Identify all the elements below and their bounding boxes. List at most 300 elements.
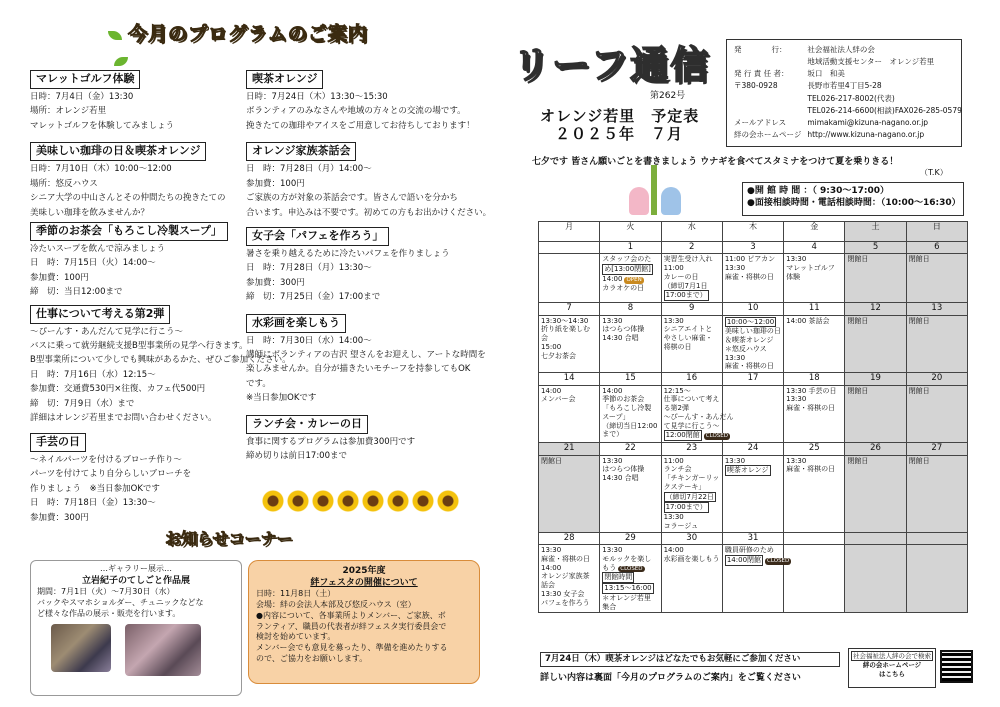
event-line: [541, 599, 597, 608]
calendar-table: [538, 221, 968, 613]
tanabata-illustration: [627, 165, 687, 217]
event-text: 会: [541, 334, 548, 343]
consultation-hours: ●面接相談時間・電話相談時間：（10:00～16:30）: [747, 198, 961, 209]
event-line: [541, 457, 597, 466]
event-line: [602, 275, 658, 284]
calendar-day-cell[interactable]: [906, 385, 967, 443]
event-text: 17:00まで）: [665, 291, 707, 300]
date-number: 3: [722, 242, 783, 254]
event-line: [541, 395, 597, 404]
calendar-day-cell[interactable]: [722, 545, 790, 613]
program-title: オレンジ家族茶話会: [246, 142, 356, 161]
program-line: バスに乗って就労継続支援B型事業所の見学へ行きます。: [30, 341, 248, 351]
program-line: 楽しみませんか。自分が描きたいモチーフを持参してもOK: [246, 364, 471, 375]
date-number: 10: [722, 303, 783, 315]
event-text: 12:15～: [663, 386, 691, 395]
event-text: 閉館日: [847, 255, 869, 264]
calendar-day-cell[interactable]: [722, 455, 783, 532]
program-line: 日 時：7月18日（金）13:30～: [30, 498, 156, 509]
event-line: [664, 492, 720, 503]
gallery-photos: [37, 624, 235, 676]
program-line: B型事業所について少しでも興味があるかた、ぜひご参加ください。: [30, 355, 291, 366]
event-text: 麻雀・将棋の日: [724, 362, 774, 371]
festa-year: 2025年度: [342, 566, 386, 576]
calendar-day-cell[interactable]: [539, 315, 600, 373]
date-number: 15: [600, 373, 661, 385]
program-line: 締 切：7月9日（水）まで: [30, 398, 135, 409]
program-line: 日時：7月10日（木）10:00～12:00: [30, 164, 172, 175]
calendar-day-cell[interactable]: [845, 315, 906, 373]
program-line: 日 時：7月30日（水）14:00～: [246, 335, 372, 346]
qr-caption-1: 社会福祉法人絆の会で検索: [853, 652, 931, 660]
event-text: 13:30: [663, 316, 684, 325]
event-line: [541, 546, 597, 555]
closed-badge: CLOSED: [767, 557, 790, 564]
event-line: [602, 594, 658, 603]
program-title: 水彩画を楽しもう: [246, 314, 346, 333]
program-title: 季節のお茶会「もろこし冷製スープ」: [30, 222, 228, 241]
event-line: [725, 555, 790, 566]
event-text: メンバー会: [541, 395, 576, 404]
program-line: ～ネイルパーツを付けるブローチ作り～: [30, 454, 182, 465]
calendar-day-cell[interactable]: [784, 545, 845, 613]
program-title: 仕事について考える第2弾: [30, 305, 170, 324]
event-text: め[13:00閉館]: [604, 265, 651, 274]
program-column-1: [30, 70, 291, 530]
date-number: 9: [661, 303, 722, 315]
program-section: [30, 222, 242, 299]
date-number: [845, 532, 906, 544]
publisher-row: [732, 94, 964, 104]
program-line: 冷たいスープを飲んで涼みましょう: [30, 243, 166, 254]
program-line: 締め切りは前日17:00まで: [246, 451, 347, 462]
program-title: 美味しい珈琲の日＆喫茶オレンジ: [30, 142, 206, 161]
calendar-day-cell[interactable]: [539, 385, 600, 443]
event-text: 閉館日: [847, 456, 869, 465]
program-line: 締 切：当日12:00まで: [30, 287, 123, 298]
event-text: 閉館日: [541, 456, 562, 465]
publisher-label: 発 行 責 任 者：: [734, 69, 789, 79]
event-text: 13:30: [786, 456, 807, 465]
date-number: 6: [906, 242, 967, 254]
sunflower-icon: [337, 490, 359, 512]
event-line: [786, 404, 842, 413]
event-line: [541, 555, 597, 564]
event-text: 11:00 ピアカン: [724, 255, 776, 264]
event-text: ＆喫茶オレンジ: [724, 336, 774, 345]
event-text: 14:00: [663, 546, 684, 555]
text-line: ●内容について、各事業所よりメンバー、ご家族、ボ: [256, 610, 446, 620]
event-text: 10:00～12:00: [726, 317, 775, 326]
qr-caption-3: はこちら: [879, 669, 905, 678]
event-line: [602, 474, 658, 483]
event-text: 13:30: [541, 546, 562, 555]
event-text: 話会: [541, 581, 555, 590]
event-text: 美味しい珈琲の日: [724, 327, 781, 336]
date-number: 11: [784, 303, 845, 315]
event-text: 麻雀・将棋の日: [724, 272, 774, 281]
calendar-day-cell[interactable]: [906, 254, 967, 303]
closed-badge: CLOSED: [620, 565, 643, 572]
event-line: [602, 422, 658, 431]
event-text: 14:00: [602, 274, 623, 283]
program-section: [30, 433, 242, 524]
calendar-day-cell[interactable]: [600, 254, 661, 303]
text-line: バックやスマホショルダー、チュニックなどな: [37, 597, 204, 607]
date-number: 23: [661, 443, 722, 455]
calendar-day-cell[interactable]: [722, 254, 783, 303]
event-line: [602, 284, 658, 293]
gallery-name: 立岩紀子のてしごと作品展: [81, 575, 190, 586]
event-text: （締切当日12:00: [602, 421, 658, 430]
event-text: カレーの日: [663, 272, 699, 281]
publisher-label: メールアドレス: [734, 117, 787, 127]
gallery-box: [30, 560, 242, 696]
date-number: 30: [661, 532, 722, 544]
publisher-row: [732, 118, 964, 128]
program-line: ～ぴーんす・あんだんて見学に行こう～: [30, 326, 184, 337]
date-number: 31: [722, 532, 783, 544]
calendar-day-cell[interactable]: [845, 385, 906, 443]
date-number: 1: [600, 242, 661, 254]
tanabata-message: 七夕です 皆さん願いごとを書きましょう ウナギを食べてスタミナをつけて夏を乗りきる！: [532, 157, 899, 167]
event-text: 閉館日: [908, 386, 930, 395]
event-text: 水彩画を楽しもう: [663, 554, 720, 563]
program-title: マレットゴルフ体験: [30, 70, 140, 89]
calendar-day-cell[interactable]: [661, 455, 722, 532]
publisher-label: 絆の会ホームページ: [734, 129, 802, 139]
footer-note-2: 詳しい内容は裏面「今月のプログラムのご案内」をご覧ください: [540, 673, 801, 683]
event-line: [786, 465, 842, 474]
event-line: [664, 546, 720, 555]
event-text: 閉館日: [908, 255, 930, 264]
event-line: [725, 345, 781, 354]
date-number: 7: [539, 303, 600, 315]
program-line: 日 時：7月16日（水）12:15～: [30, 369, 156, 380]
event-text: 11:00: [663, 456, 684, 465]
date-number: 24: [722, 443, 783, 455]
publisher-label: [732, 57, 803, 67]
banner-title: 今月のプログラムのご案内: [128, 23, 368, 45]
event-text: る第2弾: [663, 404, 690, 413]
event-line: [786, 273, 842, 282]
event-text: 体験: [786, 272, 801, 281]
program-title: 女子会「パフェを作ろう」: [246, 227, 389, 246]
publisher-row: [732, 106, 964, 116]
publisher-row: [732, 57, 964, 67]
program-line: 日 時：7月28日（月）14:00～: [246, 164, 372, 175]
date-number: [906, 532, 967, 544]
event-line: [541, 590, 597, 599]
calendar-day-cell[interactable]: [661, 385, 734, 443]
text-line: ランティア、職員の代表者が絆フェスタ実行委員会で: [256, 621, 447, 631]
event-text: 仕事について考え: [663, 395, 720, 404]
weekday-header: 日: [906, 222, 967, 242]
program-line: シニア大学の中山さんとその仲間たちの挽きたての: [30, 193, 226, 204]
date-number: 19: [845, 373, 906, 385]
event-text: 14:00: [602, 386, 623, 395]
event-text: 麻雀・将棋の日: [786, 404, 836, 413]
qr-code-icon[interactable]: [940, 650, 973, 683]
program-line: 詳細はオレンジ若里までお問い合わせください。: [30, 413, 217, 424]
date-number: 26: [845, 443, 906, 455]
program-line: 合います。申込みは不要です。初めての方もお出かけください。: [246, 207, 492, 218]
program-section: [246, 227, 478, 304]
leaf-icon: [108, 31, 122, 40]
publisher-table: [730, 43, 966, 142]
event-text: 13:30: [602, 456, 623, 465]
publisher-row: [732, 130, 964, 140]
event-text: 喫茶オレンジ: [726, 466, 769, 475]
event-line: [602, 395, 658, 404]
program-line: 参加費：300円: [30, 512, 89, 523]
event-text: 14:00: [541, 563, 562, 572]
bamboo-icon: [651, 165, 657, 215]
program-line: ※当日参加OKです: [246, 393, 317, 404]
calendar-day-cell[interactable]: [906, 315, 967, 373]
event-text: 七夕お茶会: [541, 351, 576, 360]
event-text: 閉館日: [908, 316, 930, 325]
event-text: 将棋の日: [663, 342, 692, 351]
event-text: （締切7月22日: [665, 492, 714, 501]
event-line: [541, 325, 597, 334]
publisher-label: 〒380-0928: [734, 81, 778, 91]
calendar-day-cell[interactable]: [845, 455, 906, 532]
event-line: [602, 413, 658, 422]
event-text: 13:30 女子会: [541, 589, 585, 598]
calendar-day-cell[interactable]: [661, 315, 722, 373]
event-text: 13:30～14:30: [541, 316, 589, 325]
publisher-box: [726, 39, 962, 147]
calendar-day-cell[interactable]: [906, 545, 967, 613]
gallery-lines: [37, 587, 235, 619]
event-line: [725, 546, 781, 555]
calendar-day-cell[interactable]: [539, 254, 600, 303]
event-text: カラオケの日: [602, 283, 645, 292]
event-line: [602, 564, 658, 573]
event-line: [541, 343, 597, 352]
sunflower-icon: [287, 490, 309, 512]
event-line: [664, 255, 720, 264]
calendar-day-cell[interactable]: [784, 315, 845, 373]
event-line: [664, 404, 720, 413]
calendar-day-cell[interactable]: [539, 545, 600, 613]
calendar-day-cell[interactable]: [722, 315, 783, 373]
event-text: 麻雀・将棋の日: [786, 465, 836, 474]
calendar-day-cell[interactable]: [784, 254, 845, 303]
leaf-icon: [114, 57, 128, 66]
weekday-header: 水: [661, 222, 722, 242]
program-section: [246, 142, 492, 219]
event-text: 12:00閉館: [665, 431, 700, 440]
event-text: 13:30: [663, 513, 684, 522]
program-banner: [108, 22, 378, 56]
date-number: 25: [784, 443, 845, 455]
publisher-value: 社会福祉法人絆の会: [807, 45, 875, 54]
program-line: マレットゴルフを体験してみましょう: [30, 120, 175, 131]
calendar-day-cell[interactable]: [845, 545, 906, 613]
program-section: [30, 70, 242, 132]
event-line: [602, 603, 658, 612]
event-text: 季節のお茶会: [602, 395, 645, 404]
event-text: やさしい麻雀・: [663, 334, 713, 343]
event-text: 「チキンガーリッ: [663, 474, 720, 483]
event-line: [909, 317, 965, 326]
date-number: 28: [539, 532, 600, 544]
publisher-label: [732, 106, 803, 116]
event-line: [664, 290, 720, 301]
gallery-heading: …ギャラリー展示…: [100, 564, 172, 573]
event-text: 17:00まで）: [665, 503, 707, 512]
event-text: 折り紙を楽しむ: [541, 325, 590, 334]
event-line: [602, 465, 658, 474]
calendar-day-cell[interactable]: [661, 254, 722, 303]
bag-photo-1: [51, 624, 111, 672]
date-number: 29: [600, 532, 661, 544]
event-text: スタッフ会のた: [602, 255, 652, 264]
festa-title: 絆フェスタの開催について: [310, 578, 418, 589]
event-text: て見学に行こう～: [663, 421, 720, 430]
event-line: [664, 422, 720, 431]
footer-note-1: [540, 652, 840, 667]
sunflower-icon: [437, 490, 459, 512]
event-line: [847, 387, 903, 396]
date-number: 17: [722, 373, 783, 385]
text-line: ので、ご協力をお願いします。: [256, 654, 368, 664]
text-line: ど様々な作品の展示・販売を行います。: [37, 608, 181, 618]
event-line: [664, 513, 720, 522]
text-line: 検討を始めています。: [256, 632, 336, 642]
event-text: クステーキ」: [663, 482, 706, 491]
event-line: [847, 255, 903, 264]
event-line: [664, 430, 728, 441]
event-line: [602, 255, 658, 264]
event-line: [664, 502, 720, 513]
event-line: [602, 334, 658, 343]
event-line: [847, 317, 903, 326]
event-line: [664, 522, 720, 531]
event-line: [909, 457, 965, 466]
opening-hours: ●開 館 時 間 ：（ 9:30～17:00）: [747, 186, 890, 196]
event-line: [725, 362, 781, 371]
event-line: [725, 457, 781, 466]
homepage-box[interactable]: [848, 648, 936, 688]
calendar-day-cell[interactable]: [600, 545, 661, 613]
schedule-subtitle: オレンジ若里 予定表: [540, 107, 700, 125]
date-number: [784, 532, 845, 544]
event-line: [786, 387, 842, 396]
calendar-day-cell[interactable]: [845, 254, 906, 303]
event-text: 麻雀・将棋の日: [541, 554, 590, 563]
event-line: [664, 264, 720, 273]
event-text: （締切7月1日: [663, 281, 708, 290]
event-text: コラージュ: [663, 521, 699, 530]
publisher-value[interactable]: http://www.kizuna-nagano.or.jp: [807, 129, 925, 139]
sunflower-icon: [312, 490, 334, 512]
publisher-value[interactable]: mimakami@kizuna-nagano.or.jp: [807, 117, 929, 127]
weekday-header: 金: [784, 222, 845, 242]
event-line: [909, 255, 965, 264]
weekday-header: 火: [600, 222, 661, 242]
event-text: 閉館日: [908, 456, 930, 465]
text-line: 会場：絆の会法人本部及び悠反ハウス（室）: [256, 600, 416, 610]
date-number: 21: [539, 443, 600, 455]
calendar-day-cell[interactable]: [600, 455, 661, 532]
sunflower-icon: [362, 490, 384, 512]
hikoboshi-icon: [661, 187, 681, 215]
publisher-row: [732, 69, 964, 79]
program-line: 日時：7月4日（金）13:30: [30, 91, 134, 102]
qr-caption-2: 絆の会ホームページ: [862, 661, 922, 670]
date-number: 20: [906, 373, 967, 385]
calendar-day-cell[interactable]: [784, 455, 845, 532]
event-text: オレンジ家族茶: [541, 572, 590, 581]
event-text: 閉館時間: [604, 573, 633, 582]
event-line: [541, 581, 597, 590]
date-number: 22: [600, 443, 661, 455]
program-title: 手芸の日: [30, 433, 86, 452]
calendar-day-cell[interactable]: [539, 455, 600, 532]
event-text: まで）: [602, 430, 624, 439]
notice-corner-title: お知らせコーナー: [165, 529, 293, 548]
festa-lines: [256, 589, 472, 665]
date-number: 18: [784, 373, 845, 385]
calendar-day-cell[interactable]: [661, 545, 722, 613]
calendar-day-cell[interactable]: [906, 455, 967, 532]
open-badge: OPEN: [626, 276, 642, 283]
event-text: マレットゴルフ: [786, 264, 835, 273]
event-text: 14:00: [541, 386, 562, 395]
event-text: シニアエイトと: [663, 325, 713, 334]
date-number: 16: [661, 373, 722, 385]
event-text: 13:30 手芸の日: [786, 386, 837, 395]
event-line: [602, 430, 658, 439]
program-line: 作りましょう ※当日参加OKです: [30, 483, 160, 494]
event-text: 閉館日: [847, 316, 869, 325]
footer-note-1-text: 7月24日（木）喫茶オレンジはどなたでもお気軽にご参加ください: [545, 654, 801, 664]
event-text: 14:30 合唱: [602, 334, 639, 343]
calendar-day-cell[interactable]: [600, 385, 661, 443]
date-number: 8: [600, 303, 661, 315]
date-number: 4: [784, 242, 845, 254]
date-number: 5: [845, 242, 906, 254]
publisher-row: [732, 81, 964, 91]
event-text: 13:30: [724, 456, 746, 465]
event-line: [725, 465, 781, 476]
event-line: [663, 412, 734, 422]
event-text: ＊オレンジ若里: [602, 593, 651, 602]
event-line: [664, 334, 720, 343]
program-line: 食事に関するプログラムは参加費300円です: [246, 436, 416, 447]
program-column-2: [246, 70, 492, 469]
calendar-day-cell[interactable]: [600, 315, 661, 373]
date-number: [539, 242, 600, 254]
calendar-day-cell[interactable]: [784, 385, 845, 443]
event-line: [602, 572, 658, 583]
weekday-header: 月: [539, 222, 600, 242]
event-line: [664, 325, 720, 334]
program-line: 美味しい珈琲を飲みませんか？: [30, 207, 150, 218]
publisher-label: 発 行：: [734, 45, 787, 54]
event-line: [602, 583, 658, 594]
program-line: パーツを付けてより自分らしいブローチを: [30, 469, 192, 480]
event-text: 13:30: [786, 395, 807, 404]
bag-photo-2: [125, 624, 201, 676]
weekday-header: 木: [722, 222, 783, 242]
program-line: 参加費：100円: [30, 272, 89, 283]
event-text: パフェを作ろう: [541, 598, 590, 607]
event-line: [541, 352, 597, 361]
